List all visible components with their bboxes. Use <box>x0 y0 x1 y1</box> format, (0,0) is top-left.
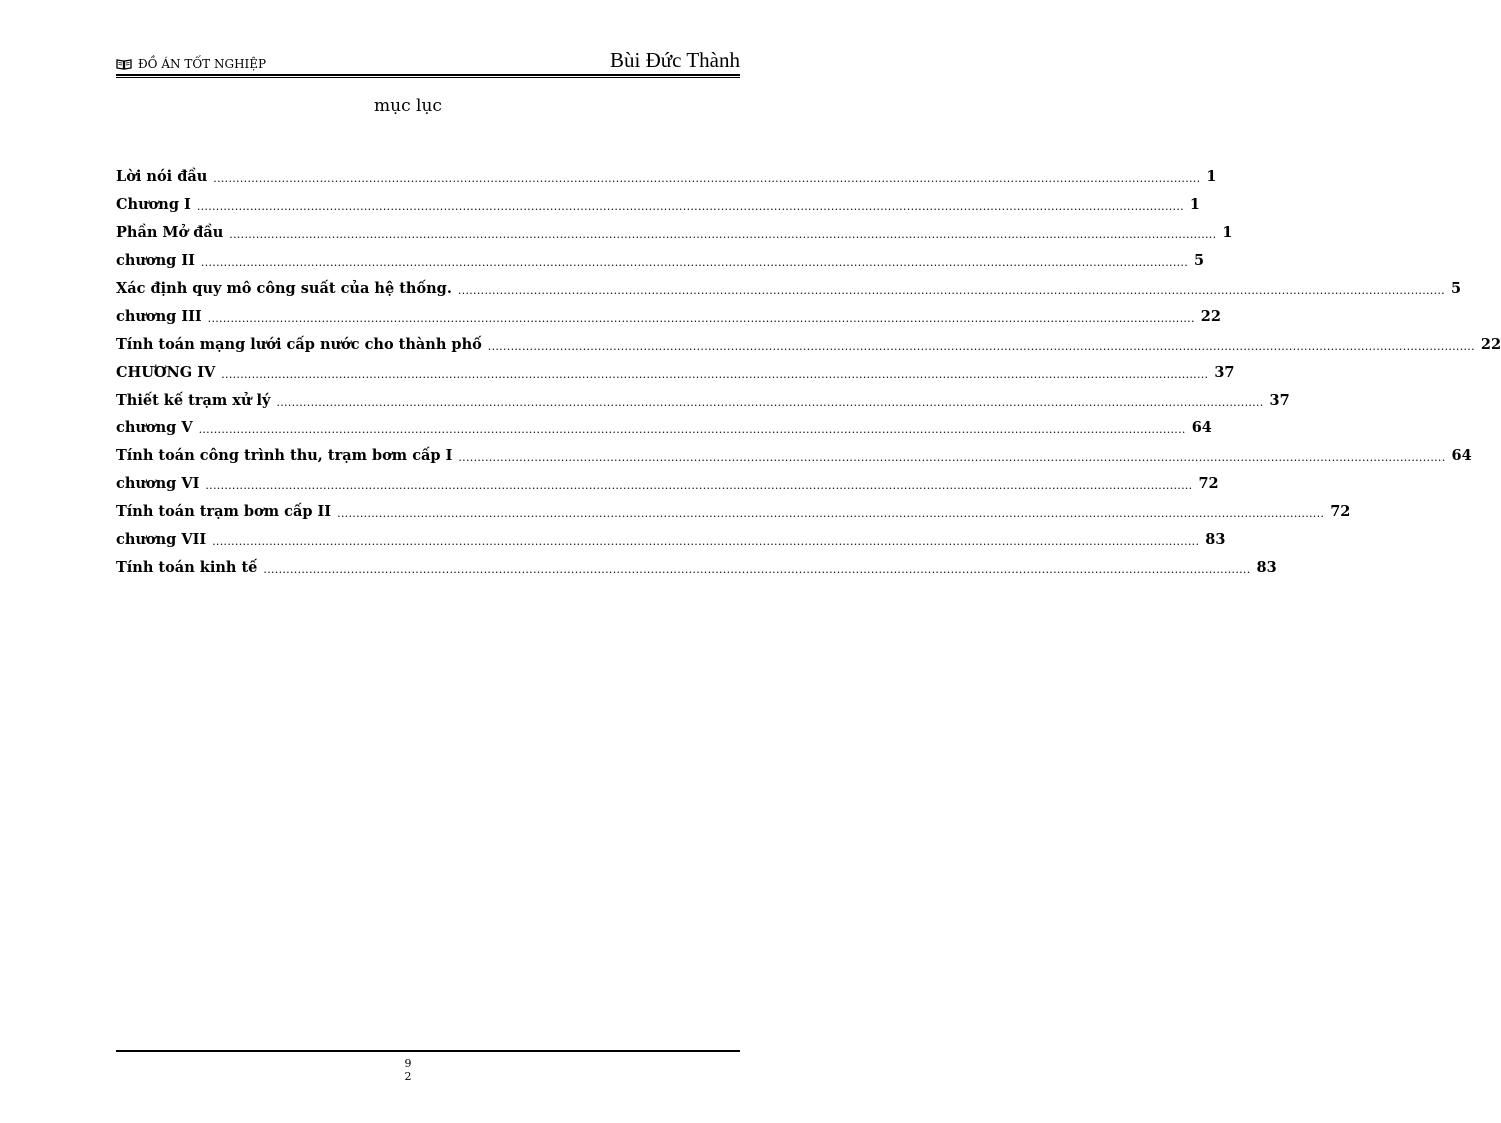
dot-leader: .................................................................................................................................................................................................................................................................... <box>263 562 1251 576</box>
dot-leader: .................................................................................................................................................................................................................................................................... <box>337 507 1325 521</box>
toc-entry-page: 64 <box>1451 447 1472 465</box>
toc-entry[interactable] <box>116 358 1235 386</box>
dot-leader: .................................................................................................................................................................................................................................................................... <box>276 395 1264 409</box>
toc-entry[interactable] <box>116 191 1201 219</box>
header-rule-thin <box>116 77 740 78</box>
toc-entry[interactable] <box>116 386 1290 414</box>
toc-entry-label: Chương I <box>116 196 191 214</box>
toc-entry[interactable] <box>116 330 1501 358</box>
toc-entry-label: Tính toán kinh tế <box>116 558 258 576</box>
page-number <box>0 1057 816 1083</box>
toc-entry-label: Tính toán mạng lưới cấp nước cho thành phố <box>116 335 482 353</box>
table-of-contents <box>116 163 1501 581</box>
toc-entry-page: 1 <box>1206 168 1217 186</box>
toc-entry-page: 37 <box>1214 363 1235 381</box>
toc-entry-label: Thiết kế trạm xử lý <box>116 391 271 409</box>
toc-entry-page: 1 <box>1189 196 1201 214</box>
toc-entry[interactable] <box>116 553 1277 581</box>
toc-entry-label: Tính toán trạm bơm cấp II <box>116 503 332 521</box>
toc-entry-page: 5 <box>1194 252 1205 270</box>
dot-leader: .................................................................................................................................................................................................................................................................... <box>212 535 1200 549</box>
page-number-bottom: 2 <box>404 1070 412 1083</box>
dot-leader: .................................................................................................................................................................................................................................................................... <box>196 200 1184 214</box>
page-number-top: 9 <box>404 1057 412 1070</box>
toc-entry-page: 22 <box>1480 335 1501 353</box>
toc-entry-page: 83 <box>1256 558 1277 576</box>
toc-entry-label: chương II <box>116 252 195 270</box>
toc-entry-label: chương VI <box>116 475 200 493</box>
dot-leader: .................................................................................................................................................................................................................................................................... <box>200 256 1188 270</box>
toc-entry[interactable] <box>116 526 1226 554</box>
dot-leader: .................................................................................................................................................................................................................................................................... <box>457 284 1445 297</box>
dot-leader: .................................................................................................................................................................................................................................................................... <box>221 367 1209 381</box>
toc-entry-label: chương III <box>116 307 202 325</box>
toc-entry-label: chương V <box>116 419 193 437</box>
toc-entry[interactable] <box>116 219 1233 247</box>
toc-entry[interactable] <box>116 247 1205 275</box>
toc-entry-page: 22 <box>1200 307 1221 325</box>
toc-entry[interactable] <box>116 275 1462 303</box>
dot-leader: .................................................................................................................................................................................................................................................................... <box>229 228 1217 242</box>
toc-entry-page: 37 <box>1269 391 1290 409</box>
toc-entry-page: 64 <box>1191 419 1212 437</box>
dot-leader: .................................................................................................................................................................................................................................................................... <box>207 311 1195 325</box>
dot-leader: .................................................................................................................................................................................................................................................................... <box>198 423 1186 437</box>
toc-entry-page: 1 <box>1222 224 1233 242</box>
toc-entry-label: CHƯƠNG IV <box>116 363 216 381</box>
open-book-icon <box>116 58 132 70</box>
toc-entry-label: Xác định quy mô công suất của hệ thống. <box>116 280 452 297</box>
toc-entry-label: Lời nói đầu <box>116 168 208 186</box>
toc-entry-label: chương VII <box>116 531 207 549</box>
toc-entry[interactable] <box>116 498 1351 526</box>
dot-leader: .................................................................................................................................................................................................................................................................... <box>213 172 1201 186</box>
toc-entry[interactable] <box>116 163 1217 191</box>
header-left <box>116 57 266 71</box>
toc-title: mục lục <box>374 96 442 116</box>
dot-leader: .................................................................................................................................................................................................................................................................... <box>205 479 1193 493</box>
toc-entry-label: Phần Mở đầu <box>116 224 224 242</box>
toc-entry-page: 5 <box>1450 280 1462 297</box>
toc-entry[interactable] <box>116 414 1212 442</box>
toc-entry-page: 72 <box>1198 475 1219 493</box>
dot-leader: .................................................................................................................................................................................................................................................................... <box>487 339 1475 353</box>
header-rule <box>116 74 740 76</box>
page-header <box>116 48 740 74</box>
toc-entry[interactable] <box>116 442 1472 470</box>
toc-entry-label: Tính toán công trình thu, trạm bơm cấp I <box>116 447 453 465</box>
toc-entry[interactable] <box>116 470 1219 498</box>
toc-entry-page: 72 <box>1330 503 1351 521</box>
author-name: Bùi Đức Thành <box>610 48 740 72</box>
toc-entry-page: 83 <box>1205 531 1226 549</box>
footer-rule <box>116 1050 740 1052</box>
thesis-label: ĐỒ ÁN TỐT NGHIỆP <box>138 57 267 71</box>
toc-entry[interactable] <box>116 302 1221 330</box>
dot-leader: .................................................................................................................................................................................................................................................................... <box>458 451 1446 465</box>
